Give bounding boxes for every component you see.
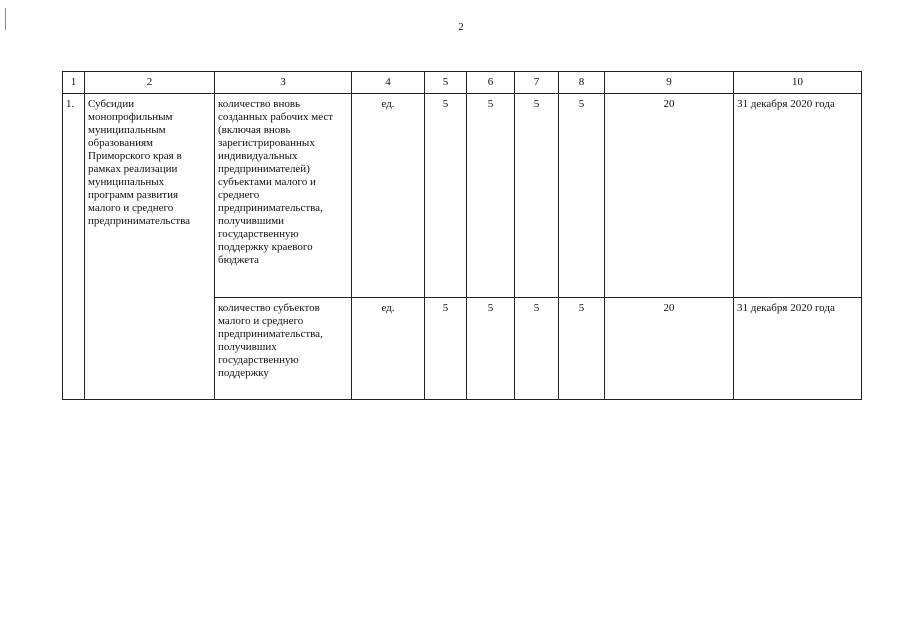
column-header-9: 9: [605, 72, 734, 94]
column-header-6: 6: [467, 72, 515, 94]
value-cell-7: 5: [515, 298, 559, 400]
deadline-cell: 31 декабря 2020 года: [734, 298, 862, 400]
indicators-table: [62, 71, 862, 400]
column-header-10: 10: [734, 72, 862, 94]
column-header-5: 5: [425, 72, 467, 94]
value-cell-5: 5: [425, 298, 467, 400]
table-row: [63, 94, 862, 298]
column-header-2: 2: [85, 72, 215, 94]
value-cell-8: 5: [559, 94, 605, 298]
value-cell-8: 5: [559, 298, 605, 400]
value-cell-9: 20: [605, 94, 734, 298]
measure-name-cell: Субсидии монопрофильным муниципальным образованиям Приморского края в рамках реализации муниципальных программ развития малого и среднего предпринимательства: [85, 94, 215, 400]
value-cell-9: 20: [605, 298, 734, 400]
value-cell-5: 5: [425, 94, 467, 298]
column-header-3: 3: [215, 72, 352, 94]
unit-cell: ед.: [352, 94, 425, 298]
page-number: 2: [458, 21, 464, 33]
value-cell-7: 5: [515, 94, 559, 298]
column-header-1: 1: [63, 72, 85, 94]
header-row: [63, 72, 862, 94]
deadline-cell: 31 декабря 2020 года: [734, 94, 862, 298]
value-cell-6: 5: [467, 94, 515, 298]
column-header-8: 8: [559, 72, 605, 94]
row-number-cell: 1.: [63, 94, 85, 400]
indicator-name-cell: количество субъектов малого и среднего предпринимательства, получивших государственную поддержку: [215, 298, 352, 400]
column-header-4: 4: [352, 72, 425, 94]
unit-cell: ед.: [352, 298, 425, 400]
column-header-7: 7: [515, 72, 559, 94]
value-cell-6: 5: [467, 298, 515, 400]
indicator-name-cell: количество вновь созданных рабочих мест (включая вновь зарегистрированных индивидуальных предпринимателей) субъектами малого и среднего предпринимательства, получившими государственную поддержку краевого бюджета: [215, 94, 352, 298]
